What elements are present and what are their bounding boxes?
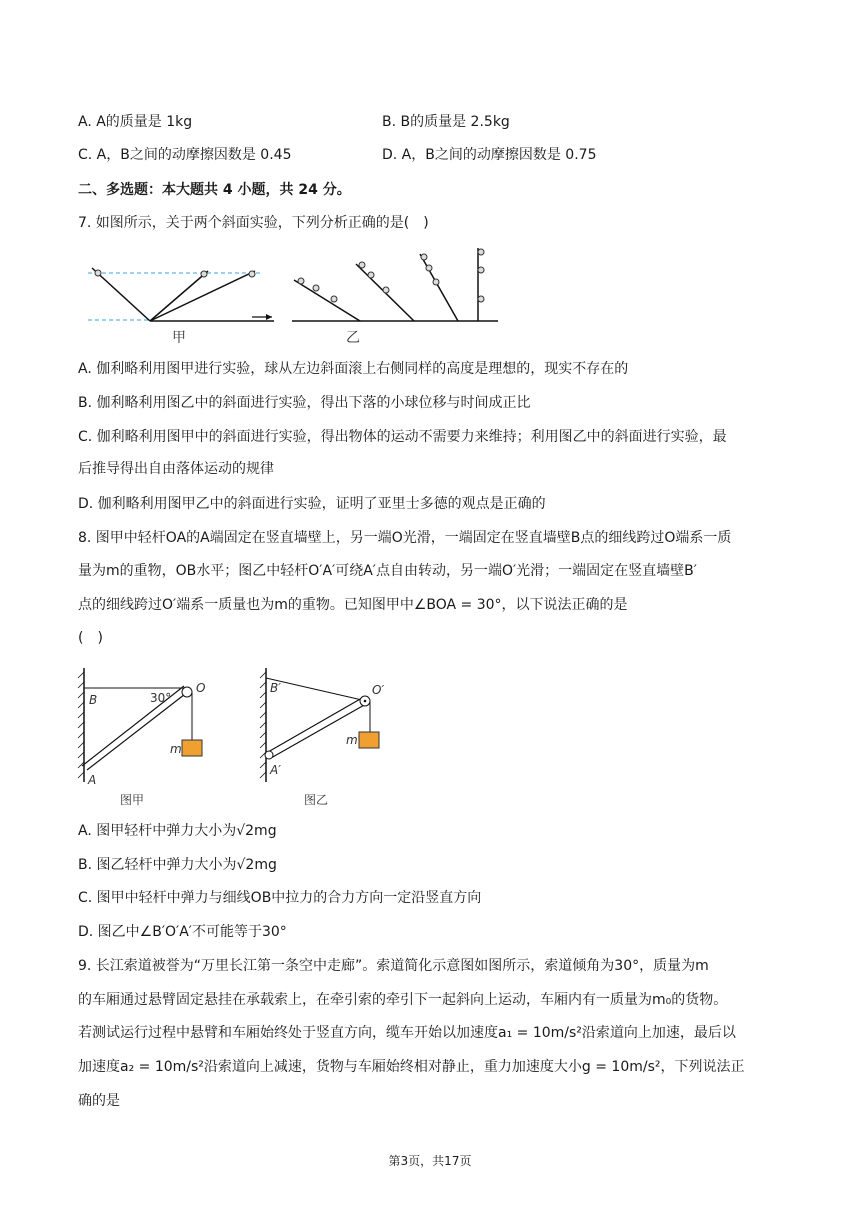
label-A-prime: A′	[270, 763, 281, 777]
caption-yi: 图乙	[304, 793, 329, 807]
label-m: m	[170, 742, 182, 756]
label-angle: 30°	[150, 691, 172, 705]
fig-label-jia: 甲	[172, 330, 186, 346]
q8-figure-jia	[76, 664, 216, 810]
section-heading: 二、多选题：本大题共 4 小题，共 24 分。	[78, 182, 351, 198]
q9-line-2: 的车厢通过悬臂固定悬挂在承载索上，在牵引索的牵引下一起斜向上运动，车厢内有一质量为m₀的货物。	[78, 992, 728, 1008]
q9-line-4: 加速度a₂ = 10m/s²沿索道向上减速，货物与车厢始终相对静止，重力加速度大小g = 10m/s²，下列说法正	[78, 1059, 745, 1075]
q7-option-a: A. 伽利略利用图甲进行实验，球从左边斜面滚上右侧同样的高度是理想的，现实不存在的	[78, 361, 629, 377]
option-6c: C. A，B之间的动摩擦因数是 0.45	[78, 147, 292, 163]
fig-label-yi: 乙	[346, 330, 360, 346]
figure-yi	[292, 248, 498, 346]
label-A: A	[88, 773, 97, 787]
q8-option-c: C. 图甲中轻杆中弹力与细线OB中拉力的合力方向一定沿竖直方向	[78, 890, 482, 906]
q8-stem-2: 量为m的重物，OB水平；图乙中轻杆O′A′可绕A′点自由转动，另一端O′光滑；一端固定在竖直墙壁B′	[78, 563, 697, 579]
q7-figure	[80, 244, 500, 344]
option-6d: D. A，B之间的动摩擦因数是 0.75	[382, 147, 597, 163]
q7-option-b: B. 伽利略利用图乙中的斜面进行实验，得出下落的小球位移与时间成正比	[78, 395, 531, 411]
label-O: O	[196, 681, 206, 695]
q9-line-3: 若测试运行过程中悬臂和车厢始终处于竖直方向，缆车开始以加速度a₁ = 10m/s²沿索道向上加速，最后以	[78, 1025, 736, 1041]
page-footer: 第3页，共17页	[388, 1154, 472, 1168]
q7-option-d: D. 伽利略利用图甲乙中的斜面进行实验，证明了亚里士多德的观点是正确的	[78, 496, 546, 512]
option-6a: A. A的质量是 1kg	[78, 114, 193, 130]
q8-option-b: B. 图乙轻杆中弹力大小为√2mg	[78, 857, 277, 873]
caption-jia: 图甲	[120, 793, 145, 807]
figure-jia	[88, 268, 274, 346]
label-m2: m	[346, 733, 358, 747]
label-B: B	[89, 693, 98, 707]
q8-stem-4: ( )	[78, 630, 103, 646]
q7-option-c: C. 伽利略利用图甲中的斜面进行实验，得出物体的运动不需要力来维持；利用图乙中的斜面进行实验，最	[78, 429, 727, 445]
label-B-prime: B′	[270, 681, 281, 695]
q9-line-5: 确的是	[78, 1093, 120, 1109]
q7-stem: 7. 如图所示，关于两个斜面实验，下列分析正确的是( )	[78, 215, 429, 231]
q8-figure-yi	[258, 664, 398, 810]
q8-option-d: D. 图乙中∠B′O′A′不可能等于30°	[78, 924, 287, 940]
q9-line-1: 9. 长江索道被誉为“万里长江第一条空中走廊”。索道简化示意图如图所示，索道倾角为30°，质量为m	[78, 958, 709, 974]
option-6b: B. B的质量是 2.5kg	[382, 114, 510, 130]
q8-stem-1: 8. 图甲中轻杆OA的A端固定在竖直墙壁上，另一端O光滑，一端固定在竖直墙壁B点的细线跨过O端系一质	[78, 530, 732, 546]
q7-option-c-cont: 后推导得出自由落体运动的规律	[78, 461, 274, 477]
label-O-prime: O′	[372, 683, 385, 697]
q8-stem-3: 点的细线跨过O′端系一质量也为m的重物。已知图甲中∠BOA = 30°，以下说法正确的是	[78, 597, 628, 613]
q8-option-a: A. 图甲轻杆中弹力大小为√2mg	[78, 823, 277, 839]
